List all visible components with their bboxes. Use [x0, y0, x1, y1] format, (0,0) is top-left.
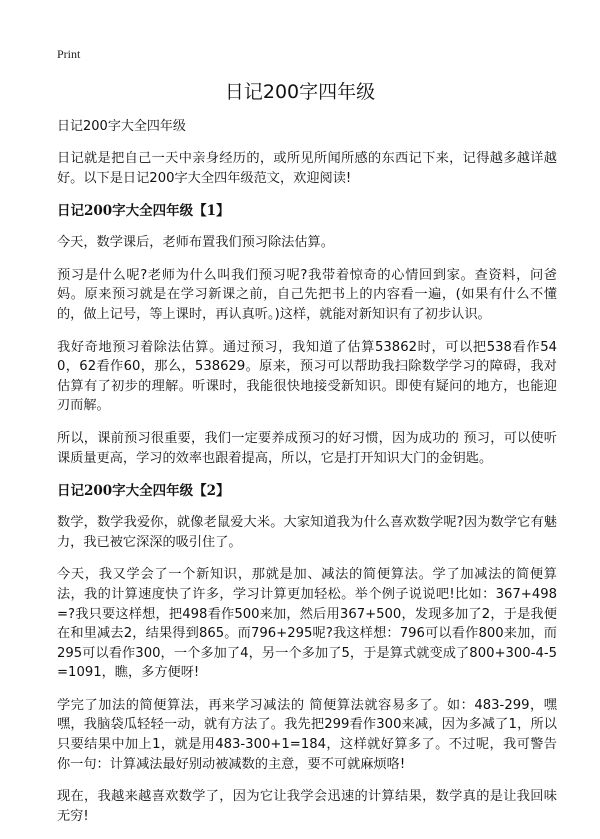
- intro-paragraph: 日记就是把自己一天中亲身经历的，或所见所闻所感的东西记下来，记得越多越详越好。以下是日记200字大全四年级范文，欢迎阅读!: [57, 151, 557, 186]
- section-heading-1: 日记200字大全四年级【1】: [57, 203, 230, 220]
- page-title: 日记200字四年级: [224, 81, 376, 103]
- paragraph: 所以，课前预习很重要，我们一定要养成预习的好习惯，因为成功的 预习，可以使听课质量更高，学习的效率也跟着提高，所以，它是打开知识大门的金钥匙。: [57, 430, 557, 466]
- paragraph: 学完了加法的简便算法，再来学习减法的 简便算法就容易多了。如：483-299，嘿嘿，我脑袋瓜轻轻一动，就有方法了。我先把299看作300来减，因为多减了1，所以只要结果中加上1，就是用483-300+1=184，这样就好算多了。不过呢，我可警告你一句：计算减法最好别动被减数的主意，要不可就麻烦咯!: [57, 697, 557, 772]
- print-link[interactable]: Print: [57, 47, 81, 61]
- paragraph: 预习是什么呢?老师为什么叫我们预习呢?我带着惊奇的心情回到家。查资料，问爸妈。原来预习就是在学习新课之前，自己先把书上的内容看一遍，(如果有什么不懂的，做上记号，等上课时，再认真听。)这样，就能对新知识有了初步认识。: [57, 267, 557, 322]
- paragraph: 现在，我越来越喜欢数学了，因为它让我学会迅速的计算结果，数学真的是让我回味无穷!: [57, 789, 557, 824]
- article-body: [57, 117, 557, 839]
- paragraph: 我好奇地预习着除法估算。通过预习，我知道了估算53862时，可以把538看作540，62看作60，那么，538629。原来，预习可以帮助我扫除数学学习的障碍，我对估算有了初步的理解。听课时，我能很快地接受新知识。即使有疑问的地方，也能迎刃而解。: [57, 339, 557, 414]
- paragraph: 今天，数学课后，老师布置我们预习除法估算。: [57, 235, 334, 251]
- article-subtitle: 日记200字大全四年级: [57, 119, 186, 134]
- paragraph: 今天，我又学会了一个新知识，那就是加、减法的简便算法。学了加减法的简便算法，我的计算速度快了许多，学习计算更加轻松。举个例子说说吧!比如：367+498=?我只要这样想，把498看作500来加，然后用367+500，发现多加了2，于是我便在和里减去2，结果得到865。而796+295呢?我这样想：796可以看作800来加，而295可以看作300，一个多加了4，另一个多加了5，于是算式就变成了800+300-4-5=1091，瞧，多方便呀!: [57, 567, 557, 681]
- section-heading-2: 日记200字大全四年级【2】: [57, 483, 230, 500]
- paragraph: 数学，数学我爱你，就像老鼠爱大米。大家知道我为什么喜欢数学呢?因为数学它有魅力，我已被它深深的吸引住了。: [57, 515, 557, 550]
